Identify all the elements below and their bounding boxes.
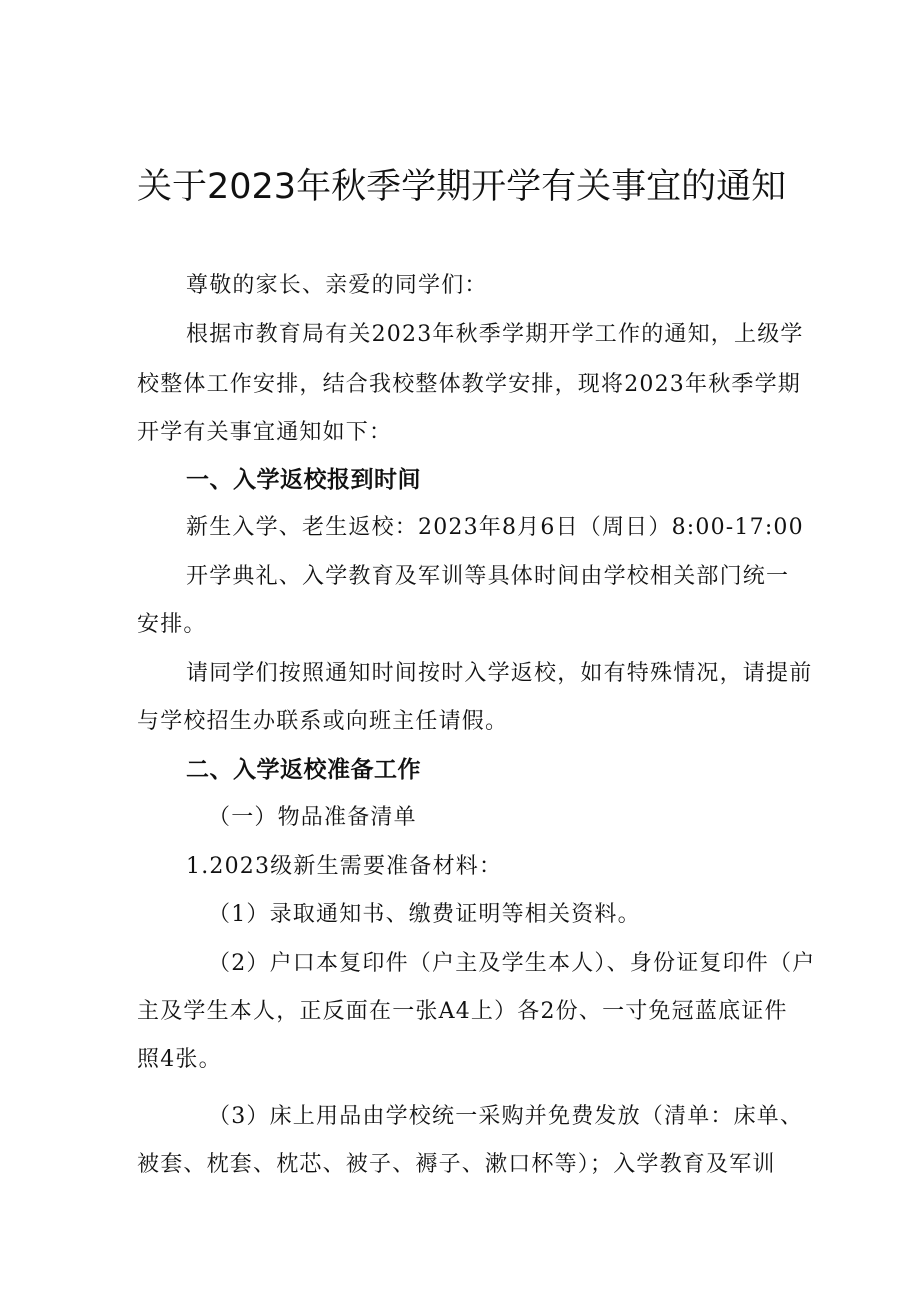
intro-line-1: 根据市教育局有关2023年秋季学期开学工作的通知，上级学: [186, 322, 804, 347]
section1-line-5: 与学校招生办联系或向班主任请假。: [137, 709, 509, 734]
section2-sub3-line-1: （3）床上用品由学校统一采购并免费发放（清单：床单、: [208, 1104, 804, 1129]
section2-sub1: （1）录取通知书、缴费证明等相关资料。: [208, 902, 641, 927]
intro-line-3: 开学有关事宜通知如下：: [137, 420, 393, 445]
page-title: 关于2023年秋季学期开学有关事宜的通知: [137, 167, 787, 207]
section2-sub2-line-1: （2）户口本复印件（户主及学生本人）、身份证复印件（户: [208, 951, 816, 976]
section1-line-2: 开学典礼、入学教育及军训等具体时间由学校相关部门统一: [186, 564, 790, 589]
section2-item1: 1.2023级新生需要准备材料：: [186, 854, 503, 879]
section1-line-3: 安排。: [137, 612, 207, 637]
section2-heading: 二、入学返校准备工作: [186, 757, 421, 783]
greeting: 尊敬的家长、亲爱的同学们：: [186, 273, 488, 298]
section2-sub2-line-3: 照4张。: [137, 1047, 222, 1072]
section2-sub3-line-2: 被套、枕套、枕芯、被子、褥子、漱口杯等）；入学教育及军训: [137, 1152, 776, 1177]
section1-line-1: 新生入学、老生返校：2023年8月6日（周日）8:00-17:00: [186, 515, 804, 540]
section2-subheading: （一）物品准备清单: [208, 805, 417, 830]
intro-line-2: 校整体工作安排，结合我校整体教学安排，现将2023年秋季学期: [137, 372, 801, 397]
section1-heading: 一、入学返校报到时间: [186, 467, 421, 493]
section2-sub2-line-2: 主及学生本人，正反面在一张A4上）各2份、一寸免冠蓝底证件: [137, 999, 788, 1024]
section1-line-4: 请同学们按照通知时间按时入学返校，如有特殊情况，请提前: [186, 661, 813, 686]
